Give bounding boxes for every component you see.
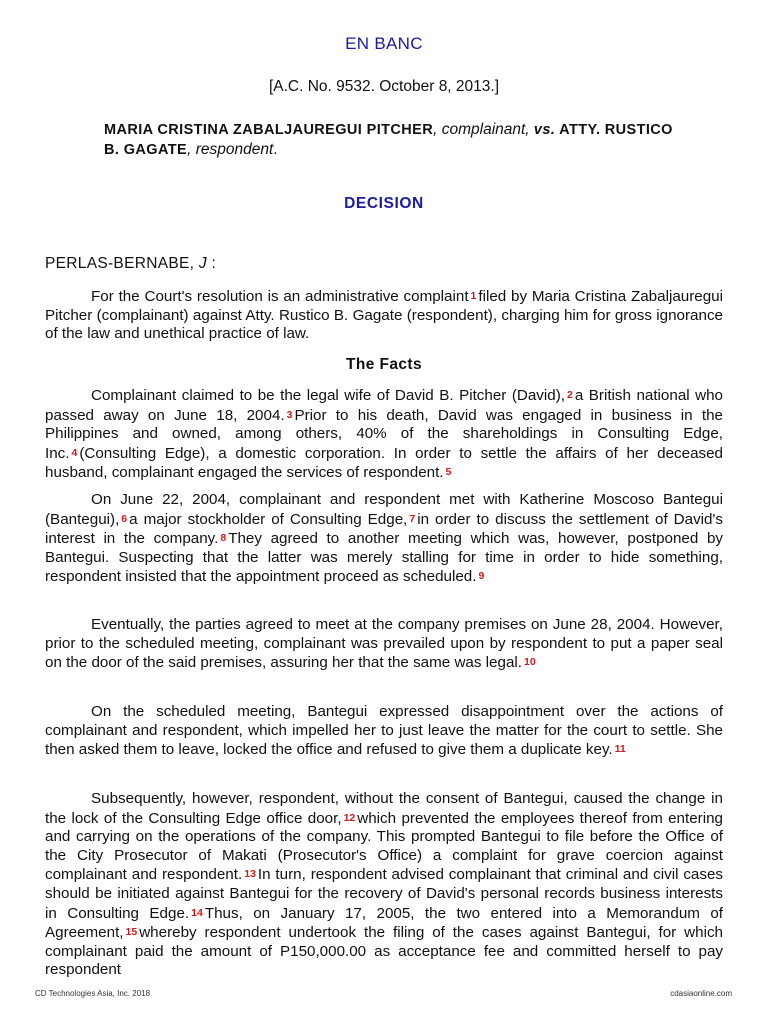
footer-website: cdasiaonline.com <box>670 989 732 998</box>
complainant-name: MARIA CRISTINA ZABALJAUREGUI PITCHER <box>104 122 434 138</box>
text-run: (Consulting Edge), a domestic corporation. In order to settle the affairs of her deceased husband, complainant engaged the services of respondent. <box>45 444 723 482</box>
ponente <box>45 255 216 273</box>
text-run: a British national who passed away on June 18, 2004. <box>45 387 723 424</box>
text-run: Prior to his death, David was engaged in business in the Philippines and owned, among others, 40% of the shareholdings in Consulting Edge, Inc. <box>45 406 723 462</box>
section-heading: The Facts <box>346 356 422 373</box>
parties-end: . <box>273 141 278 158</box>
ponente-suffix: : <box>206 255 217 272</box>
paragraph-1 <box>45 287 723 344</box>
respondent-role: , respondent <box>187 141 274 158</box>
text-run: whereby respondent undertook the filing of the cases against Bantegui, for which complainant paid the amount of P150,000.00 as acceptance fee and committed herself to pay respondent <box>45 924 723 979</box>
footnote-link[interactable]: 15 <box>125 926 138 939</box>
footnote-link[interactable]: 9 <box>478 570 485 583</box>
footnote-link[interactable]: 6 <box>121 512 128 525</box>
ponente-name: PERLAS-BERNABE, <box>45 255 199 272</box>
text-run: In turn, respondent advised complainant that criminal and civil cases should be initiated against Bantegui for the recovery of David's personal records business interests in Consulting Edge. <box>45 866 724 922</box>
complainant-role: , complainant, <box>433 121 534 138</box>
footnote-link[interactable]: 10 <box>523 656 536 669</box>
footnote-link[interactable]: 8 <box>220 532 227 545</box>
footnote-link[interactable]: 14 <box>191 906 203 919</box>
decision-title: DECISION <box>344 195 424 212</box>
text-run: which prevented the employees thereof from entering and carrying on the operations of the company. This prompted Bantegui to file before the Office of the City Prosecutor of Makati (Prosecutor's Office) a complaint for grave coercion against complainant and respondent. <box>45 809 723 884</box>
text-run: Thus, on January 17, 2005, the two entered into a Memorandum of Agreement, <box>45 904 723 942</box>
case-number: [A.C. No. 9532. October 8, 2013.] <box>268 78 500 95</box>
footnote-link[interactable]: 7 <box>409 512 416 525</box>
footnote-link[interactable]: 3 <box>286 408 293 421</box>
ponente-title: J <box>198 255 207 272</box>
footnote-link[interactable]: 4 <box>71 446 78 459</box>
paragraph-5 <box>45 703 723 760</box>
text-run: Subsequently, however, respondent, without the consent of Bantegui, caused the change in the lock of the Consulting Edge office door, <box>45 790 723 827</box>
paragraph-6 <box>45 790 723 980</box>
text-run: On June 22, 2004, complainant and respondent met with Katherine Moscoso Bantegui (Bantegui), <box>45 491 723 528</box>
paragraph-2 <box>45 386 723 483</box>
footnote-link[interactable]: 13 <box>244 868 256 881</box>
case-parties <box>104 120 684 160</box>
text-run: in order to discuss the settlement of David's interest in the company. <box>45 510 723 548</box>
text-run: filed by Maria Cristina Zabaljauregui Pitcher (complainant) against Atty. Rustico B. Gagate (respondent), charging him for gross ignorance of the law and unethical practice of law. <box>45 288 723 343</box>
versus: vs. <box>533 122 556 138</box>
footnote-link[interactable]: 12 <box>343 811 356 824</box>
text-run: For the Court's resolution is an administrative complaint <box>91 288 469 305</box>
text-run: Eventually, the parties agreed to meet at the company premises on June 28, 2004. However, prior to the scheduled meeting, complainant was prevailed upon by respondent to put a paper seal on the door of the said premises, assuring her that the same was legal. <box>45 616 723 672</box>
text-run: Complainant claimed to be the legal wife of David B. Pitcher (David), <box>91 387 565 404</box>
text-run: They agreed to another meeting which was, however, postponed by Bantegui. Suspecting that the latter was merely stalling for time in order to hide something, respondent insisted that the appointment proceed as scheduled. <box>45 530 723 586</box>
text-run: On the scheduled meeting, Bantegui expressed disappointment over the actions of complainant and respondent, which impelled her to just leave the matter for the court to settle. She then asked them to leave, locked the office and refused to give them a duplicate key. <box>45 703 723 759</box>
footnote-link[interactable]: 2 <box>566 389 573 401</box>
court-division: EN BANC <box>345 34 423 53</box>
footnote-link[interactable]: 5 <box>445 466 452 479</box>
paragraph-3 <box>45 491 723 587</box>
footer-copyright: CD Technologies Asia, Inc. 2018 <box>35 989 151 998</box>
respondent-name: ATTY. RUSTICO B. GAGATE <box>104 122 673 158</box>
paragraph-4 <box>45 616 723 673</box>
footnote-link[interactable]: 1 <box>470 290 477 302</box>
text-run: a major stockholder of Consulting Edge, <box>129 510 408 528</box>
footnote-link[interactable]: 11 <box>614 743 626 756</box>
